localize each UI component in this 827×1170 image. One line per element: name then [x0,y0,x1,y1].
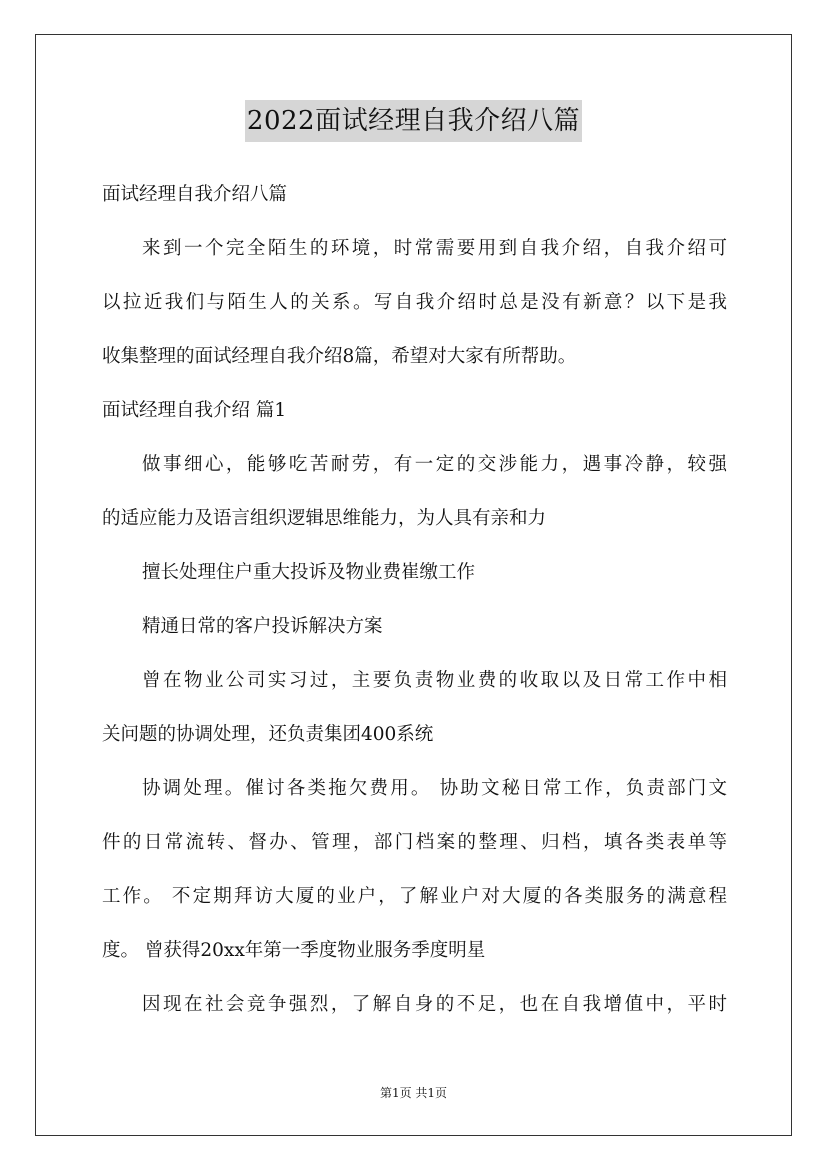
paragraph-line: 度。 曾获得20xx年第一季度物业服务季度明星 [102,940,486,961]
paragraph-line: 曾在物业公司实习过，主要负责物业费的收取以及日常工作中相 [142,670,727,691]
paragraph-line: 收集整理的面试经理自我介绍8篇，希望对大家有所帮助。 [102,346,577,367]
paragraph-line: 精通日常的客户投诉解决方案 [142,616,383,637]
paragraph-line: 来到一个完全陌生的环境，时常需要用到自我介绍，自我介绍可 [142,238,727,259]
paragraph-line: 件的日常流转、督办、管理，部门档案的整理、归档，填各类表单等 [102,832,727,853]
paragraph-line: 因现在社会竞争强烈，了解自身的不足，也在自我增值中，平时 [142,994,727,1015]
document-title: 2022面试经理自我介绍八篇 [245,100,582,142]
paragraph-line: 关问题的协调处理，还负责集团400系统 [102,724,434,745]
section-heading: 面试经理自我介绍八篇 [102,184,288,205]
paragraph-line: 以拉近我们与陌生人的关系。写自我介绍时总是没有新意？以下是我 [102,292,727,313]
page-number: 第1页 共1页 [379,1086,448,1100]
paragraph-line: 协调处理。催讨各类拖欠费用。 协助文秘日常工作，负责部门文 [142,778,727,799]
paragraph-line: 的适应能力及语言组织逻辑思维能力，为人具有亲和力 [102,508,547,529]
title-container [0,100,827,142]
paragraph-line: 做事细心，能够吃苦耐劳，有一定的交涉能力，遇事冷静，较强 [142,454,727,475]
paragraph-line: 擅长处理住户重大投诉及物业费崔缴工作 [142,562,476,583]
section-heading: 面试经理自我介绍 篇1 [102,400,287,421]
paragraph-line: 工作。 不定期拜访大厦的业户，了解业户对大厦的各类服务的满意程 [102,886,727,907]
